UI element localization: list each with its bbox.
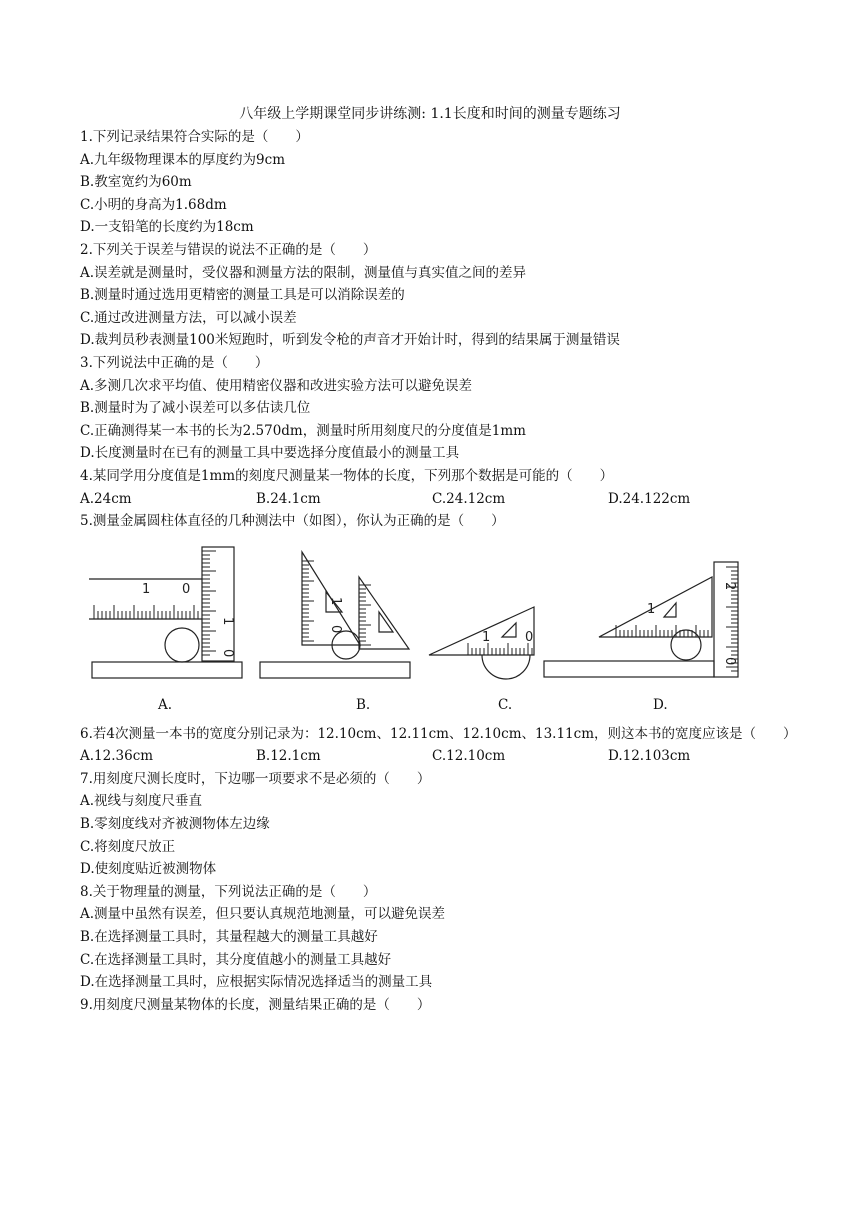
question-5 — [80, 510, 790, 723]
option-d: D.24.122cm — [608, 490, 691, 507]
measurement-diagram — [84, 537, 774, 697]
question-stem: 2.下列关于误差与错误的说法不正确的是（ ） — [80, 241, 377, 258]
option-a: A.多测几次求平均值、使用精密仪器和改进实验方法可以避免误差 — [80, 377, 473, 394]
option-b: B.零刻度线对齐被测物体左边缘 — [80, 816, 270, 833]
option-a: A.测量中虽然有误差，但只要认真规范地测量，可以避免误差 — [80, 906, 446, 923]
option-d: D.使刻度贴近被测物体 — [80, 861, 217, 878]
question-3 — [80, 352, 790, 465]
option-c: C.24.12cm — [432, 490, 506, 507]
svg-text:0: 0 — [525, 629, 534, 645]
question-4 — [80, 465, 790, 510]
question-2 — [80, 239, 790, 352]
svg-text:1: 1 — [482, 629, 491, 645]
question-stem: 8.关于物理量的测量，下列说法正确的是（ ） — [80, 883, 377, 900]
option-a: A.12.36cm — [80, 748, 154, 765]
question-stem: 6.若4次测量一本书的宽度分别记录为：12.10cm、12.11cm、12.10cm、13.11cm，则这本书的宽度应该是（ ） — [80, 725, 797, 742]
svg-text:0: 0 — [182, 581, 191, 597]
question-stem: 3.下列说法中正确的是（ ） — [80, 354, 269, 371]
svg-text:0: 0 — [328, 624, 343, 633]
question-1 — [80, 126, 790, 239]
question-stem: 5.测量金属圆柱体直径的几种测法中（如图），你认为正确的是（ ） — [80, 513, 505, 530]
svg-text:0: 0 — [220, 648, 235, 657]
option-d: D.裁判员秒表测量100米短跑时，听到发令枪的声音才开始计时，得到的结果属于测量错误 — [80, 332, 620, 349]
svg-text:1: 1 — [647, 601, 656, 617]
figure-label-d: D. — [653, 696, 668, 713]
figure-d-drawing — [544, 562, 738, 677]
figure-b-drawing — [260, 552, 410, 678]
option-c: C.在选择测量工具时，其分度值越小的测量工具越好 — [80, 951, 392, 968]
option-b: B.12.1cm — [256, 748, 321, 765]
question-stem: 1.下列记录结果符合实际的是（ ） — [80, 129, 309, 145]
option-a: A.误差就是测量时，受仪器和测量方法的限制，测量值与真实值之间的差异 — [80, 264, 527, 281]
option-b: B.教室宽约为60m — [80, 174, 192, 191]
figure-label-c: C. — [498, 696, 513, 713]
ruler-figure — [80, 537, 790, 723]
option-c: C.通过改进测量方法，可以减小误差 — [80, 309, 297, 326]
question-6 — [80, 723, 797, 768]
option-a: A.视线与刻度尺垂直 — [80, 793, 203, 810]
option-d: D.在选择测量工具时，应根据实际情况选择适当的测量工具 — [80, 974, 433, 991]
question-stem: 4.某同学用分度值是1mm的刻度尺测量某一物体的长度，下列那个数据是可能的（ ） — [80, 467, 614, 484]
option-c: C.小明的身高为1.68dm — [80, 196, 227, 213]
option-a: A.24cm — [80, 490, 132, 507]
option-c: C.正确测得某一本书的长为2.570dm，测量时所用刻度尺的分度值是1mm — [80, 422, 526, 439]
option-b: B.在选择测量工具时，其量程越大的测量工具越好 — [80, 929, 378, 946]
option-c: C.将刻度尺放正 — [80, 838, 176, 855]
option-b: B.24.1cm — [256, 490, 321, 507]
question-8 — [80, 881, 790, 994]
question-list — [80, 126, 797, 1016]
figure-label-b: B. — [356, 696, 371, 713]
question-7 — [80, 768, 790, 881]
option-d: D.长度测量时在已有的测量工具中要选择分度值最小的测量工具 — [80, 445, 460, 462]
svg-text:1: 1 — [142, 581, 151, 597]
option-row — [80, 488, 790, 511]
page-title: 八年级上学期课堂同步讲练测: 1.1长度和时间的测量专题练习 — [239, 106, 621, 122]
svg-text:0: 0 — [722, 656, 737, 665]
figure-c-drawing — [429, 607, 534, 679]
option-row — [80, 745, 790, 768]
question-stem: 7.用刻度尺测长度时，下边哪一项要求不是必须的（ ） — [80, 770, 431, 787]
svg-text:2: 2 — [722, 581, 737, 590]
figure-label-a: A. — [158, 696, 173, 713]
option-c: C.12.10cm — [432, 748, 506, 765]
question-9 — [80, 994, 790, 1017]
svg-text:1: 1 — [220, 616, 235, 625]
question-stem: 9.用刻度尺测量某物体的长度，测量结果正确的是（ ） — [80, 996, 431, 1013]
svg-text:1: 1 — [328, 596, 343, 605]
figure-a-drawing — [89, 547, 242, 678]
option-a: A.九年级物理课本的厚度约为9cm — [80, 151, 285, 168]
option-b: B.测量时为了减小误差可以多估读几位 — [80, 400, 311, 417]
option-d: D.一支铅笔的长度约为18cm — [80, 219, 254, 236]
option-b: B.测量时通过选用更精密的测量工具是可以消除误差的 — [80, 287, 405, 304]
option-d: D.12.103cm — [608, 748, 691, 765]
